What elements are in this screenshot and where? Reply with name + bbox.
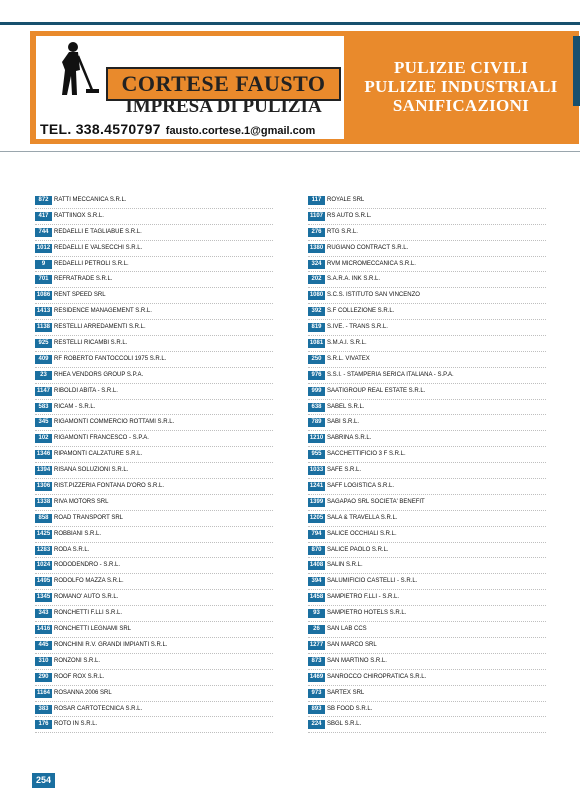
entry-number-badge: 1081 [309,340,324,347]
list-item [35,702,273,718]
company-entry-name: S.S.I. - STAMPERIA SERICA ITALIANA - S.P.A. [327,371,454,378]
company-entry-name: SAMPIETRO F.LLI - S.R.L. [327,594,400,601]
company-entry-name: RATTI MECCANICA S.R.L. [54,197,127,203]
company-entry-name: SAGAPAO SRL SOCIETA' BENEFIT [327,498,425,505]
entry-number-badge: 1138 [36,324,51,331]
company-entry-name: S.M.A.I. S.R.L. [327,340,367,347]
list-item [308,272,546,288]
company-entry-name: SANROCCO CHIROPRATICA S.R.L. [327,673,427,680]
company-entry-name: REFRATRADE S.R.L. [54,276,113,283]
company-entry-name: SAFF LOGISTICA S.R.L. [327,483,395,490]
directory-column-right [308,193,546,733]
entry-number-badge: 1345 [36,594,51,601]
company-entry-name: RTG S.R.L. [327,228,358,235]
list-item [308,622,546,638]
company-entry-name: RISANA SOLUZIONI S.R.L. [54,467,129,474]
list-item [308,193,546,209]
company-entry-name: SABRINA S.R.L. [327,435,372,442]
list-item [35,400,273,416]
entry-number-badge: 224 [308,720,325,729]
list-item [308,717,546,733]
entry-number-badge: 583 [35,403,52,412]
list-item [35,622,273,638]
entry-number-badge: 744 [35,228,52,237]
entry-number-badge: 1425 [36,530,51,537]
phone-number: TEL. 338.4570797 [40,121,161,137]
entry-number-badge: 1147 [36,387,51,394]
list-item [35,336,273,352]
entry-number-badge: 343 [35,609,52,618]
entry-number-badge: 873 [308,657,325,666]
list-item [35,241,273,257]
entry-number-badge: 250 [308,355,325,364]
entry-number-badge: 345 [35,418,52,427]
list-item [308,558,546,574]
list-item [308,590,546,606]
list-item [308,257,546,273]
entry-number-badge: 819 [308,323,325,332]
list-item [308,304,546,320]
list-item [35,368,273,384]
company-entry-name: REDAELLI PETROLI S.R.L. [54,260,129,267]
entry-number-badge: 1495 [36,578,51,585]
company-entry-name: RATTIINOX S.R.L. [54,212,104,219]
list-item [308,543,546,559]
list-item [308,654,546,670]
company-entry-name: RODODENDRO - S.R.L. [54,562,121,569]
entry-number-badge: 638 [308,403,325,412]
entry-number-badge: 1277 [309,641,324,648]
company-entry-name: SABEL S.R.L. [327,403,365,410]
entry-number-badge: 955 [308,450,325,459]
entry-number-badge: 794 [308,530,325,539]
entry-number-badge: 1210 [309,435,324,442]
entry-number-badge: 409 [35,355,52,364]
list-item [308,288,546,304]
company-entry-name: RONCHINI R.V. GRANDI IMPIANTI S.R.L. [54,641,168,648]
list-item [35,574,273,590]
entry-number-badge: 1033 [309,467,324,474]
list-item [308,431,546,447]
company-entry-name: SALUMIFICIO CASTELLI - S.R.L. [327,578,418,585]
company-name: CORTESE FAUSTO [106,67,341,101]
page-edge-tab [573,36,580,106]
list-item [308,463,546,479]
list-item [308,495,546,511]
list-item [308,320,546,336]
entry-number-badge: 290 [35,673,52,682]
entry-number-badge: 1080 [309,292,324,299]
list-item [35,543,273,559]
entry-number-badge: 858 [35,514,52,523]
entry-number-badge: 276 [308,228,325,237]
list-item [308,352,546,368]
list-item [308,479,546,495]
company-entry-name: RIPAMONTI CALZATURE S.R.L. [54,451,143,458]
entry-number-badge: 23 [35,371,52,380]
company-entry-name: RIVA MOTORS SRL [54,498,109,505]
entry-number-badge: 9 [35,260,52,269]
list-item [35,193,273,209]
company-entry-name: ROBBIANI S.R.L. [54,530,102,537]
list-item [308,606,546,622]
list-item [308,336,546,352]
entry-number-badge: 202 [308,275,325,284]
company-entry-name: REDAELLI E TAGLIABUE S.R.L. [54,228,142,235]
company-entry-name: RVM MICROMECCANICA S.R.L. [327,260,416,267]
entry-number-badge: 701 [35,275,52,284]
entry-number-badge: 383 [35,705,52,714]
company-entry-name: ROMANO' AUTO S.R.L. [54,594,119,601]
company-entry-name: S.C.S. ISTITUTO SAN VINCENZO [327,292,420,299]
entry-number-badge: 392 [308,307,325,316]
list-item [35,638,273,654]
company-entry-name: RONZONI S.R.L. [54,657,101,664]
list-item [308,368,546,384]
list-item [35,590,273,606]
page-number: 254 [32,773,55,788]
entry-number-badge: 789 [308,418,325,427]
company-entry-name: RONCHETTI LEGNAMI SRL [54,626,132,633]
list-item [35,352,273,368]
list-item [35,495,273,511]
entry-number-badge: 1024 [36,562,51,569]
company-entry-name: SAN LAB CCS [327,626,367,633]
company-entry-name: SARTEX SRL [327,689,365,696]
company-entry-name: S.IVE. - TRANS S.R.L. [327,324,388,331]
directory-column-left [35,193,273,733]
services-list [350,58,572,115]
list-item [35,558,273,574]
list-item [308,638,546,654]
list-item [35,320,273,336]
company-entry-name: RUGIANO CONTRACT S.R.L. [327,244,409,251]
list-item [35,479,273,495]
list-item [308,511,546,527]
entry-number-badge: 1306 [36,483,51,490]
list-item [308,225,546,241]
list-item [35,447,273,463]
list-item [308,702,546,718]
company-entry-name: SAMPIETRO HOTELS S.R.L. [327,610,407,617]
company-subtitle: IMPRESA DI PULIZIA [125,96,322,117]
company-entry-name: RONCHETTI F.LLI S.R.L. [54,610,123,617]
entry-number-badge: 445 [35,641,52,650]
company-entry-name: SAN MARCO SRL [327,641,377,648]
entry-number-badge: 117 [308,196,325,205]
entry-number-badge: 925 [35,339,52,348]
company-entry-name: RIBOLDI ABITA - S.R.L. [54,387,118,394]
list-item [308,415,546,431]
list-item [35,225,273,241]
list-item [308,209,546,225]
entry-number-badge: 1399 [309,498,324,505]
list-item [35,527,273,543]
company-entry-name: RODA S.R.L. [54,546,90,553]
company-entry-name: RESIDENCE MANAGEMENT S.R.L. [54,308,152,315]
entry-number-badge: 93 [308,609,325,618]
entry-number-badge: 1205 [309,514,324,521]
service-item: PULIZIE CIVILI [393,58,529,77]
company-entry-name: SAATIGROUP REAL ESTATE S.R.L. [327,387,426,394]
list-item [35,606,273,622]
list-item [308,400,546,416]
entry-number-badge: 893 [308,705,325,714]
list-item [35,272,273,288]
company-entry-name: RS AUTO S.R.L. [327,212,372,219]
entry-number-badge: 310 [35,657,52,666]
list-item [35,384,273,400]
list-item [35,304,273,320]
entry-number-badge: 176 [35,720,52,729]
list-item [308,670,546,686]
entry-number-badge: 102 [35,434,52,443]
company-entry-name: RESTELLI ARREDAMENTI S.R.L. [54,324,146,331]
company-entry-name: RENT SPEED SRL [54,292,106,299]
company-entry-name: ROSAR CARTOTECNICA S.R.L. [54,705,143,712]
list-item [35,415,273,431]
entry-number-badge: 1086 [36,292,51,299]
company-entry-name: S.A.R.A. INK S.R.L. [327,276,381,283]
company-entry-name: ROYALE SRL [327,197,365,203]
company-entry-name: RHEA VENDORS GROUP S.P.A. [54,371,144,378]
entry-number-badge: 1346 [36,451,51,458]
list-item [308,384,546,400]
entry-number-badge: 1458 [309,594,324,601]
company-entry-name: SALIN S.R.L. [327,562,363,569]
entry-number-badge: 1469 [309,673,324,680]
company-entry-name: RIGAMONTI COMMERCIO ROTTAMI S.R.L. [54,419,175,426]
list-item [308,241,546,257]
entry-number-badge: 999 [308,387,325,396]
list-item [35,670,273,686]
header-rule [0,22,580,25]
company-entry-name: RIGAMONTI FRANCESCO - S.P.A. [54,435,149,442]
list-item [308,686,546,702]
entry-number-badge: 1394 [36,467,51,474]
list-item [308,574,546,590]
company-entry-name: SALA & TRAVELLA S.R.L. [327,514,398,521]
company-entry-name: RF ROBERTO FANTOCCOLI 1975 S.R.L. [54,355,167,362]
list-item [35,463,273,479]
list-item [308,527,546,543]
entry-number-badge: 1413 [36,308,51,315]
list-item [35,209,273,225]
list-item [35,511,273,527]
header-separator [0,151,580,152]
entry-number-badge: 1012 [36,244,51,251]
entry-number-badge: 1107 [309,212,324,219]
company-entry-name: SALICE PAOLO S.R.L. [327,546,389,553]
company-entry-name: ROSANNA 2006 SRL [54,689,112,696]
service-item: SANIFICAZIONI [392,96,530,115]
contact-line [40,121,345,139]
list-item [35,654,273,670]
list-item [35,431,273,447]
company-entry-name: S.F COLLEZIONE S.R.L. [327,308,395,315]
company-entry-name: SACCHETTIFICIO 3 F S.R.L. [327,451,406,458]
service-item: PULIZIE INDUSTRIALI [364,77,558,96]
company-entry-name: SALICE OCCHIALI S.R.L. [327,530,397,537]
entry-number-badge: 870 [308,546,325,555]
company-entry-name: ROTO IN S.R.L. [54,721,98,728]
company-entry-name: SB FOOD S.R.L. [327,705,373,712]
company-entry-name: ROAD TRANSPORT SRL [54,514,124,521]
entry-number-badge: 1164 [36,689,51,696]
list-item [35,288,273,304]
company-entry-name: SAN MARTINO S.R.L. [327,657,387,664]
entry-number-badge: 417 [35,212,52,221]
entry-number-badge: 1416 [36,626,51,633]
entry-number-badge: 872 [35,196,52,205]
top-bar [0,0,580,24]
company-entry-name: RIST.PIZZERIA FONTANA D'ORO S.R.L. [54,483,165,490]
company-entry-name: SAFE S.R.L. [327,467,362,474]
company-entry-name: RICAM - S.R.L. [54,403,96,410]
entry-number-badge: 973 [308,689,325,698]
company-entry-name: S.R.L. VIVATEX [327,355,370,362]
entry-number-badge: 324 [308,260,325,269]
list-item [308,447,546,463]
entry-number-badge: 394 [308,577,325,586]
entry-number-badge: 1283 [36,546,51,553]
list-item [35,257,273,273]
company-entry-name: SBGL S.R.L. [327,721,362,728]
entry-number-badge: 1241 [309,483,324,490]
entry-number-badge: 26 [308,625,325,634]
entry-number-badge: 1408 [309,562,324,569]
email-address: fausto.cortese.1@gmail.com [165,125,316,137]
entry-number-badge: 1380 [309,244,324,251]
list-item [35,717,273,733]
entry-number-badge: 976 [308,371,325,380]
company-entry-name: RODOLFO MAZZA S.R.L. [54,578,124,585]
company-entry-name: ROOF ROX S.R.L. [54,673,105,680]
list-item [35,686,273,702]
cleaner-silhouette-icon [40,40,104,104]
company-entry-name: RESTELLI RICAMBI S.R.L. [54,340,128,347]
entry-number-badge: 1338 [36,498,51,505]
company-entry-name: REDAELLI E VALSECCHI S.R.L. [54,244,143,251]
company-entry-name: SABI S.R.L. [327,419,360,426]
